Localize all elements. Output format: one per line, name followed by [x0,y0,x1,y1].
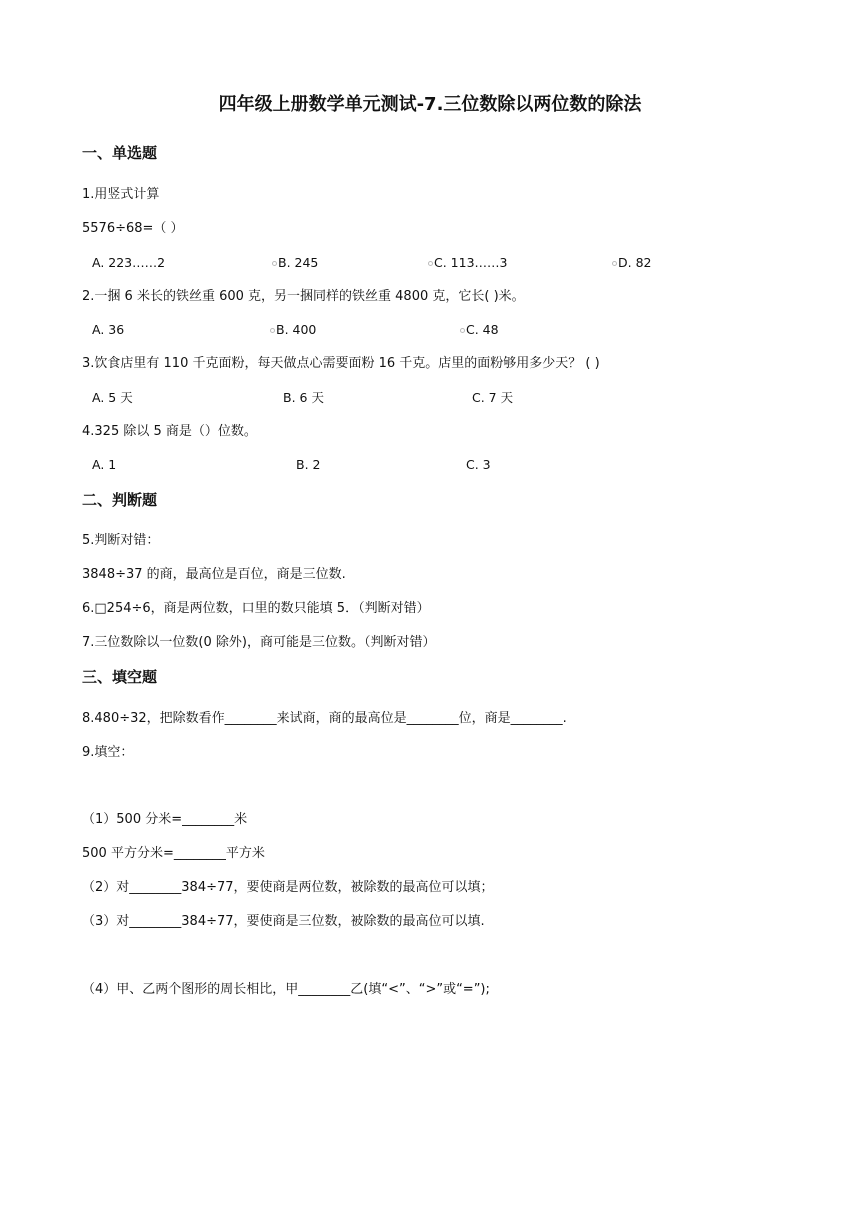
q2-option-c-label: C. 48 [466,322,499,337]
question-2-stem: 2.一捆 6 米长的铁丝重 600 克，另一捆同样的铁丝重 4800 克，它长( )米。 [82,289,525,304]
question-8-stem: 8.480÷32，把除数看作________来试商，商的最高位是________位，商是________. [82,711,567,726]
question-9-stem: 9.填空： [82,745,134,760]
question-4-stem: 4.325 除以 5 商是（）位数。 [82,424,257,439]
option-marker-icon [270,328,275,333]
q4-option-c[interactable] [466,456,491,474]
question-1-stem: 1.用竖式计算 [82,187,160,202]
q1-option-c-label: C. 113……3 [434,255,508,270]
question-9-part-4: （4）甲、乙两个图形的周长相比，甲________乙(填“<”、“>”或“=”); [82,982,490,997]
q2-option-c[interactable] [460,321,499,339]
q4-option-c-label: C. 3 [466,457,491,472]
q1-option-d-label: D. 82 [618,255,652,270]
option-marker-icon [272,261,277,266]
q4-option-a-label: A. 1 [92,457,117,472]
q3-option-b-label: B. 6 天 [283,390,324,405]
q4-option-b[interactable] [296,456,320,474]
question-5-stem: 5.判断对错： [82,533,160,548]
question-9-part-1b: 500 平方分米=________平方米 [82,846,265,861]
question-5-statement: 3848÷37 的商，最高位是百位，商是三位数. [82,567,346,582]
q3-option-c-label: C. 7 天 [472,390,514,405]
question-9-part-1: （1）500 分米=________米 [82,812,248,827]
question-1-expression: 5576÷68=（ ） [82,221,184,236]
q1-option-a-label: A. 223……2 [92,255,166,270]
question-6-stem: 6.□254÷6，商是两位数，口里的数只能填 5．（判断对错） [82,601,430,616]
option-marker-icon [460,328,465,333]
q2-option-b-label: B. 400 [276,322,317,337]
page-title: 四年级上册数学单元测试-7.三位数除以两位数的除法 [218,94,642,115]
section-heading-true-false: 二、判断题 [82,491,158,509]
question-9-part-2: （2）对________384÷77，要使商是两位数，被除数的最高位可以填； [82,880,494,895]
q3-option-c[interactable] [472,389,513,407]
question-7-stem: 7.三位数除以一位数(0 除外)，商可能是三位数。（判断对错） [82,635,436,650]
question-3-stem: 3.饮食店里有 110 千克面粉，每天做点心需要面粉 16 千克。店里的面粉够用多少天？ ( ) [82,356,600,371]
q3-option-a[interactable] [92,389,133,407]
option-marker-icon [612,261,617,266]
option-marker-icon [428,261,433,266]
q4-option-b-label: B. 2 [296,457,321,472]
q3-option-a-label: A. 5 天 [92,390,133,405]
section-heading-fill-blank: 三、填空题 [82,668,158,686]
q1-option-d[interactable] [612,254,651,272]
q1-option-b-label: B. 245 [278,255,319,270]
q2-option-a[interactable] [92,321,124,339]
q4-option-a[interactable] [92,456,116,474]
q1-option-a[interactable] [92,254,165,272]
section-heading-single-choice: 一、单选题 [82,144,158,162]
q2-option-a-label: A. 36 [92,322,125,337]
q1-option-b[interactable] [272,254,318,272]
q3-option-b[interactable] [283,389,324,407]
question-9-part-3: （3）对________384÷77，要使商是三位数，被除数的最高位可以填. [82,914,485,929]
q1-option-c[interactable] [428,254,508,272]
q2-option-b[interactable] [270,321,316,339]
